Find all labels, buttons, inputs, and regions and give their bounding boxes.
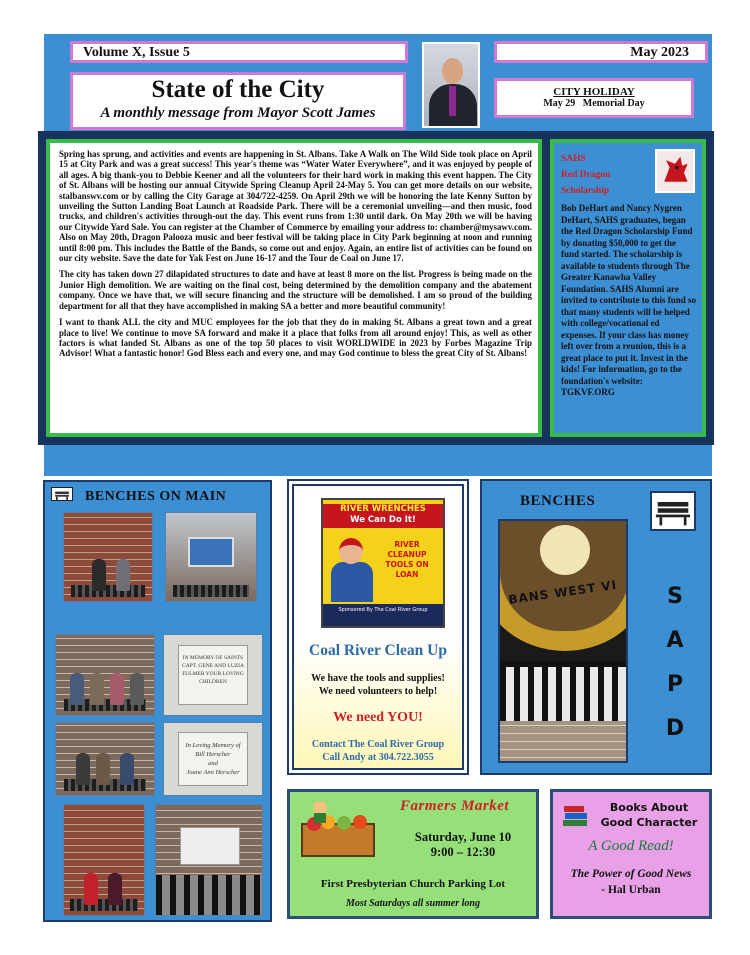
coal-river-cta: We need YOU! [333, 710, 423, 725]
scholarship-heading-line: Scholarship [561, 186, 610, 196]
benches-on-main-title: BENCHES ON MAIN [85, 489, 227, 504]
article-paragraph-2: The city has taken down 27 dilapidated structures to date and have at least 8 more on the list. Progress is being made on the Junior High demolition. We are waiting on the final cost, being determined by the demolition company and the abatement company. Once we have that, we will secure financing and the structure will be demolished. I am so proud of the building department for all that they have accomplished in making SA a better and more beautiful community! [59, 269, 532, 311]
books-title [591, 800, 707, 830]
page-title: State of the City [151, 76, 325, 103]
bench-photo-6 [155, 804, 263, 916]
books-stack-icon [561, 802, 589, 828]
coal-river-line: We need volunteers to help! [318, 686, 438, 697]
coal-river-contact-line: Contact The Coal River Group [311, 739, 445, 750]
farmers-market-title: Farmers Market [400, 798, 510, 814]
plaque-line: Bill Herscher [195, 751, 231, 759]
poster-sponsor: Sponsored By The Coal River Group [323, 604, 443, 626]
poster-slogan: RIVER CLEANUP TOOLS ON LOAN [385, 540, 429, 579]
books-panel [550, 789, 712, 919]
river-wrenches-poster [321, 498, 445, 628]
farmers-market-note: Most Saturdays all summer long [346, 898, 480, 909]
photo-ring-text: BANS WEST VI [507, 577, 618, 607]
book-author: - Hal Urban [601, 884, 661, 896]
memorial-plaque-2 [163, 722, 263, 796]
scholarship-heading [561, 151, 641, 199]
plaque-text-2 [178, 732, 249, 785]
main-article [38, 131, 714, 445]
article-paragraph-3: I want to thank ALL the city and MUC employees for the job that they do in making St. Albans a great town and a great place to live! We continue to move SA forward and make it a place that folks from all around enjoy! This, as well as other factors is what landed St. Albans as one of the top 50 places to visit WORLDWIDE in 2023 by Forbes Magazine Trip Advisor! What a fantastic honor! God Bless each and every one, and may God continue to bless the great City of St. Albans! [59, 317, 532, 359]
scholarship-heading-line: SAHS [561, 154, 586, 164]
page-subtitle: A monthly message from Mayor Scott James [100, 105, 376, 121]
coal-river-contact [294, 738, 462, 764]
bench-photo-1 [63, 512, 153, 602]
bench-photo-3 [55, 634, 155, 716]
book-title: The Power of Good News [570, 868, 692, 880]
bench-icon [650, 491, 696, 531]
mayor-message [46, 139, 542, 437]
plaque-line: Joane Ann Herscher [186, 769, 240, 777]
scholarship-heading-line: Red Dragon [561, 170, 611, 180]
red-dragon-logo [655, 149, 695, 193]
scholarship-sidebar [550, 139, 706, 437]
books-title-line: Good Character [600, 816, 698, 829]
memorial-plaque-1 [163, 634, 263, 716]
poster-banner-line: RIVER WRENCHES [340, 504, 426, 514]
plaque-text-1: IN MEMORY OF SAINTS CAPT. GENE AND LUZIA FULMER YOUR LOVING CHILDREN [178, 645, 249, 704]
bench-photo-5 [63, 804, 145, 916]
farmers-market-location: First Presbyterian Church Parking Lot [320, 878, 506, 890]
poster-banner [323, 504, 443, 528]
produce-stand-icon [298, 798, 378, 860]
scholarship-body: Bob DeHart and Nancy Nygren DeHart, SAHS graduates, began the Red Dragon Scholarship Fund by donating $50,000 to get the fund started. The scholarship is available to students through The Greater Kanawha Valley Foundation. SAHS Alumni are invited to contribute to this fund so that many students will be helped with college/vocational ed expenses. If your class has money left over from a reunion, this is a great place to put it. Invest in the kids! For information, go to the foundation's website: TGKVF.ORG [561, 203, 697, 397]
poster-banner-line: We Can Do It! [350, 515, 416, 525]
coal-river-title: Coal River Clean Up [309, 642, 447, 659]
books-title-line: Books About [609, 801, 689, 814]
farmers-market-panel [287, 789, 539, 919]
rosie-illustration [329, 532, 375, 602]
plaque-line: In Loving Memory of [185, 742, 241, 750]
sapd-title: BENCHES [520, 493, 596, 509]
sapd-benches-panel [480, 479, 712, 775]
coal-river-panel [287, 479, 469, 775]
coal-river-contact-line: Call Andy at 304.722.3055 [322, 752, 434, 763]
sapd-bench-photo [498, 519, 628, 763]
bench-photo-4 [55, 722, 155, 796]
volume-issue: Volume X, Issue 5 [70, 41, 408, 63]
coal-river-text [294, 672, 462, 698]
benches-on-main-panel [43, 480, 272, 922]
bench-photo-2 [165, 512, 257, 602]
sapd-letter: P [666, 672, 684, 697]
coal-river-line: We have the tools and supplies! [311, 673, 445, 684]
farmers-market-date: Saturday, June 10 [414, 830, 512, 844]
holiday-detail: May 29 Memorial Day [543, 98, 645, 109]
books-tagline: A Good Read! [588, 838, 674, 854]
sapd-letter: S [667, 584, 683, 609]
sapd-vertical-letters [660, 575, 690, 751]
plaque-line: and [208, 760, 218, 768]
sapd-letter: A [666, 628, 684, 653]
city-holiday-box [494, 78, 694, 118]
bench-icon [51, 487, 73, 501]
sapd-letter: D [665, 716, 685, 741]
article-paragraph-1: Spring has sprung, and activities and events are happening in St. Albans. Take A Walk on The Wild Side took place on April 15 at City Park and was a great success! This year's theme was “Water Water Everywhere”, and it was enjoyed by people of all ages. A big thank-you to Debbie Keener and all the volunteers for their hard work in making this event happen. The City of St. Albans will be hosting our annual Citywide Spring Cleanup April 24-May 5. You can get more details on our website, stalbanswv.com or by calling the City Garage at 304/722-4259. On April 29th we will be honoring the late Kenny Sutton by unveiling the Sutton Landing Boat Launch at Roadside Park. There will be a ceremonial unveiling—and then music, food trucks, and children's activities through-out the day. This event runs from 1:30 until dark. On May 20th we will be having our Citywide Yard Sale. You can register at the Chamber of Commerce by emailing your address to: chamber@mysawv.com. Also on May 20th, Dragon Palooza music and beer festival will be taking place in City Park beginning at noon and running until 8:00 pm. This includes the Battle of the Bands, so come out and enjoy. Again, an entire list of activities can be found on our city website. Save the date for Yak Fest on June 16-17 and the Tour de Coal on June 17. [59, 149, 532, 264]
mayor-portrait [422, 42, 480, 128]
farmers-market-time: 9:00 – 12:30 [430, 845, 496, 859]
masthead [70, 72, 406, 130]
holiday-heading: CITY HOLIDAY [553, 86, 635, 98]
farmers-market-when [398, 830, 528, 860]
issue-date: May 2023 [494, 41, 708, 63]
